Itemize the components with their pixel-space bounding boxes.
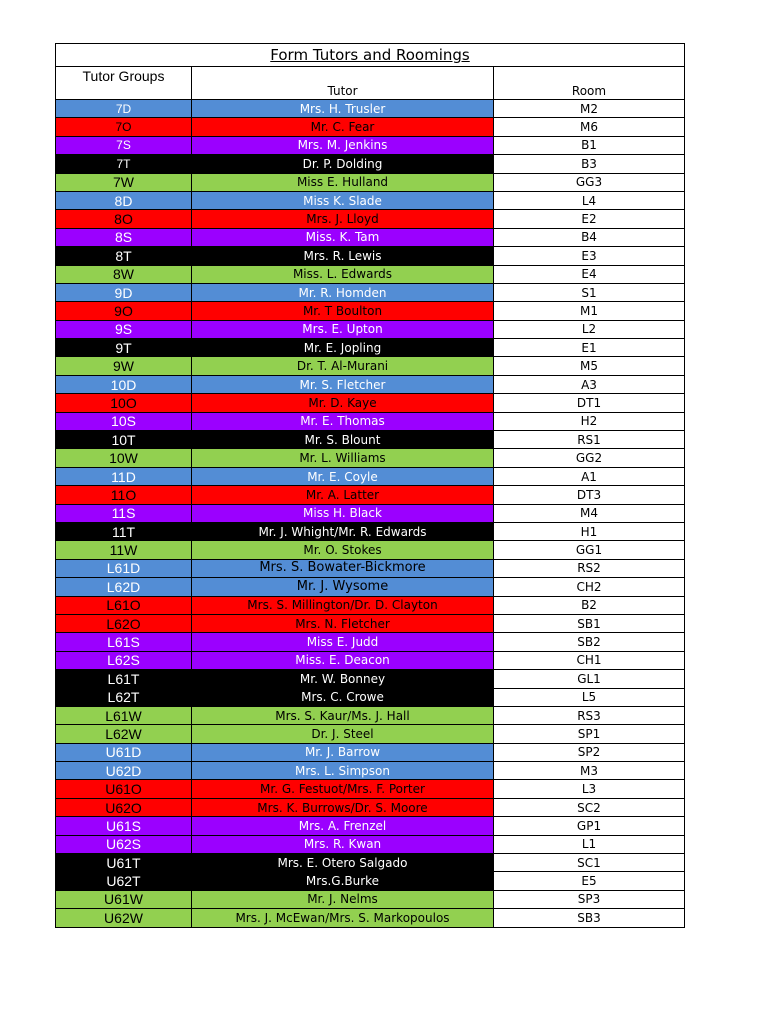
tutor-cell: Mrs. S. Bowater-Bickmore xyxy=(192,559,494,577)
tutor-header: Tutor xyxy=(192,67,494,100)
room-cell: A3 xyxy=(494,375,685,393)
room-cell: L5 xyxy=(494,688,685,706)
room-cell: M2 xyxy=(494,100,685,118)
table-row xyxy=(56,100,685,118)
table-row xyxy=(56,559,685,577)
table-row xyxy=(56,357,685,375)
tutor-cell: Mrs. N. Fletcher xyxy=(192,614,494,632)
room-cell: DT3 xyxy=(494,486,685,504)
room-cell: CH1 xyxy=(494,651,685,669)
room-cell: E1 xyxy=(494,339,685,357)
tutor-group-cell: U62W xyxy=(56,909,192,927)
tutor-group-cell: 10T xyxy=(56,431,192,449)
room-cell: SP2 xyxy=(494,743,685,761)
table-row xyxy=(56,817,685,835)
room-cell: SC1 xyxy=(494,854,685,872)
tutor-cell: Mr. T Boulton xyxy=(192,302,494,320)
tutor-groups-header: Tutor Groups xyxy=(56,67,192,100)
tutor-group-cell: 9T xyxy=(56,339,192,357)
tutor-cell: Mrs. C. Crowe xyxy=(192,688,494,706)
tutor-cell: Miss. E. Deacon xyxy=(192,651,494,669)
tutor-cell: Mr. O. Stokes xyxy=(192,541,494,559)
tutor-cell: Mr. J. Wysome xyxy=(192,578,494,596)
room-cell: DT1 xyxy=(494,394,685,412)
tutor-cell: Miss H. Black xyxy=(192,504,494,522)
table-row xyxy=(56,265,685,283)
tutor-group-cell: L62W xyxy=(56,725,192,743)
tutor-cell: Mrs. S. Kaur/Ms. J. Hall xyxy=(192,706,494,724)
room-cell: SB3 xyxy=(494,909,685,927)
room-cell: RS3 xyxy=(494,706,685,724)
tutor-group-cell: L61T xyxy=(56,670,192,688)
tutor-group-cell: L62D xyxy=(56,578,192,596)
tutor-cell: Mr. L. Williams xyxy=(192,449,494,467)
room-cell: M1 xyxy=(494,302,685,320)
tutor-cell: Mr. W. Bonney xyxy=(192,670,494,688)
table-row xyxy=(56,706,685,724)
tutor-cell: Dr. T. Al-Murani xyxy=(192,357,494,375)
tutor-group-cell: 8W xyxy=(56,265,192,283)
tutor-group-cell: 8O xyxy=(56,210,192,228)
room-cell: CH2 xyxy=(494,578,685,596)
header-row xyxy=(56,67,685,100)
table-row xyxy=(56,890,685,908)
tutor-cell: Mrs. J. Lloyd xyxy=(192,210,494,228)
table-row xyxy=(56,651,685,669)
table-row xyxy=(56,136,685,154)
table-title: Form Tutors and Roomings xyxy=(56,44,685,67)
table-row xyxy=(56,302,685,320)
tutor-cell: Mr. D. Kaye xyxy=(192,394,494,412)
table-row xyxy=(56,798,685,816)
tutor-group-cell: 8D xyxy=(56,191,192,209)
table-row xyxy=(56,835,685,853)
room-cell: H2 xyxy=(494,412,685,430)
tutor-cell: Mr. J. Nelms xyxy=(192,890,494,908)
tutor-cell: Mrs. K. Burrows/Dr. S. Moore xyxy=(192,798,494,816)
table-row xyxy=(56,412,685,430)
room-cell: SP1 xyxy=(494,725,685,743)
tutor-group-cell: 7D xyxy=(56,100,192,118)
table-row xyxy=(56,541,685,559)
table-row xyxy=(56,596,685,614)
tutor-cell: Mr. E. Thomas xyxy=(192,412,494,430)
table-row xyxy=(56,780,685,798)
table-row xyxy=(56,210,685,228)
table-row xyxy=(56,670,685,688)
room-cell: SC2 xyxy=(494,798,685,816)
tutor-group-cell: L61O xyxy=(56,596,192,614)
tutor-cell: Miss E. Hulland xyxy=(192,173,494,191)
room-cell: SB2 xyxy=(494,633,685,651)
table-row xyxy=(56,578,685,596)
tutor-cell: Mr. J. Barrow xyxy=(192,743,494,761)
form-tutors-table xyxy=(55,43,685,928)
tutor-group-cell: 9O xyxy=(56,302,192,320)
tutor-group-cell: U62T xyxy=(56,872,192,890)
table-row xyxy=(56,522,685,540)
table-row xyxy=(56,283,685,301)
tutor-cell: Mrs. E. Upton xyxy=(192,320,494,338)
room-cell: L4 xyxy=(494,191,685,209)
tutor-group-cell: U61O xyxy=(56,780,192,798)
tutor-group-cell: 8S xyxy=(56,228,192,246)
room-cell: B3 xyxy=(494,155,685,173)
table-row xyxy=(56,909,685,927)
table-row xyxy=(56,486,685,504)
tutor-cell: Mr. R. Homden xyxy=(192,283,494,301)
table-row xyxy=(56,431,685,449)
tutor-group-cell: L61D xyxy=(56,559,192,577)
tutor-cell: Mrs. R. Kwan xyxy=(192,835,494,853)
tutor-group-cell: 9W xyxy=(56,357,192,375)
tutor-cell: Miss. L. Edwards xyxy=(192,265,494,283)
room-cell: L2 xyxy=(494,320,685,338)
table-row xyxy=(56,633,685,651)
tutor-cell: Miss E. Judd xyxy=(192,633,494,651)
room-cell: B4 xyxy=(494,228,685,246)
tutor-group-cell: L61W xyxy=(56,706,192,724)
tutor-group-cell: U61D xyxy=(56,743,192,761)
tutor-cell: Mrs. A. Frenzel xyxy=(192,817,494,835)
tutor-cell: Mr. E. Coyle xyxy=(192,467,494,485)
table-row xyxy=(56,228,685,246)
table-row xyxy=(56,320,685,338)
room-cell: E5 xyxy=(494,872,685,890)
tutor-cell: Mrs. H. Trusler xyxy=(192,100,494,118)
room-header: Room xyxy=(494,67,685,100)
tutor-cell: Miss. K. Tam xyxy=(192,228,494,246)
table-row xyxy=(56,504,685,522)
tutor-group-cell: L62T xyxy=(56,688,192,706)
room-cell: L1 xyxy=(494,835,685,853)
table-row xyxy=(56,614,685,632)
tutor-cell: Mr. A. Latter xyxy=(192,486,494,504)
room-cell: GG3 xyxy=(494,173,685,191)
room-cell: GG1 xyxy=(494,541,685,559)
table-row xyxy=(56,173,685,191)
tutor-cell: Mrs. R. Lewis xyxy=(192,247,494,265)
room-cell: E3 xyxy=(494,247,685,265)
room-cell: GP1 xyxy=(494,817,685,835)
room-cell: B1 xyxy=(494,136,685,154)
room-cell: L3 xyxy=(494,780,685,798)
room-cell: B2 xyxy=(494,596,685,614)
tutor-group-cell: 11O xyxy=(56,486,192,504)
table-row xyxy=(56,191,685,209)
tutor-cell: Mr. S. Fletcher xyxy=(192,375,494,393)
tutor-group-cell: L62S xyxy=(56,651,192,669)
tutor-group-cell: 11W xyxy=(56,541,192,559)
table-row xyxy=(56,688,685,706)
room-cell: SB1 xyxy=(494,614,685,632)
room-cell: GG2 xyxy=(494,449,685,467)
tutor-group-cell: 11D xyxy=(56,467,192,485)
tutor-group-cell: 10S xyxy=(56,412,192,430)
tutor-cell: Mrs. E. Otero Salgado xyxy=(192,854,494,872)
room-cell: GL1 xyxy=(494,670,685,688)
tutor-group-cell: U62D xyxy=(56,762,192,780)
tutor-group-cell: 10D xyxy=(56,375,192,393)
tutor-group-cell: 7O xyxy=(56,118,192,136)
tutor-group-cell: L61S xyxy=(56,633,192,651)
tutor-cell: Mr. G. Festuot/Mrs. F. Porter xyxy=(192,780,494,798)
tutor-group-cell: 7W xyxy=(56,173,192,191)
table-row xyxy=(56,247,685,265)
tutor-cell: Miss K. Slade xyxy=(192,191,494,209)
tutor-group-cell: 11S xyxy=(56,504,192,522)
room-cell: H1 xyxy=(494,522,685,540)
tutor-cell: Mr. J. Whight/Mr. R. Edwards xyxy=(192,522,494,540)
tutor-group-cell: U61S xyxy=(56,817,192,835)
room-cell: SP3 xyxy=(494,890,685,908)
room-cell: RS2 xyxy=(494,559,685,577)
room-cell: M5 xyxy=(494,357,685,375)
room-cell: E2 xyxy=(494,210,685,228)
tutor-group-cell: 9S xyxy=(56,320,192,338)
tutor-group-cell: 10O xyxy=(56,394,192,412)
table-row xyxy=(56,449,685,467)
tutor-cell: Mr. C. Fear xyxy=(192,118,494,136)
table-row xyxy=(56,339,685,357)
room-cell: M3 xyxy=(494,762,685,780)
tutor-cell: Mr. E. Jopling xyxy=(192,339,494,357)
tutor-group-cell: 11T xyxy=(56,522,192,540)
room-cell: M6 xyxy=(494,118,685,136)
tutor-cell: Mrs. S. Millington/Dr. D. Clayton xyxy=(192,596,494,614)
table-row xyxy=(56,375,685,393)
tutor-group-cell: L62O xyxy=(56,614,192,632)
tutor-group-cell: U61T xyxy=(56,854,192,872)
tutor-group-cell: U62O xyxy=(56,798,192,816)
tutor-cell: Dr. J. Steel xyxy=(192,725,494,743)
tutor-group-cell: U61W xyxy=(56,890,192,908)
table-row xyxy=(56,872,685,890)
table-row xyxy=(56,725,685,743)
room-cell: A1 xyxy=(494,467,685,485)
tutor-cell: Mrs. M. Jenkins xyxy=(192,136,494,154)
tutor-group-cell: 8T xyxy=(56,247,192,265)
tutor-group-cell: 7S xyxy=(56,136,192,154)
tutor-group-cell: 7T xyxy=(56,155,192,173)
room-cell: RS1 xyxy=(494,431,685,449)
table-row xyxy=(56,118,685,136)
tutor-cell: Mrs. J. McEwan/Mrs. S. Markopoulos xyxy=(192,909,494,927)
table-row xyxy=(56,762,685,780)
table-row xyxy=(56,743,685,761)
table-row xyxy=(56,467,685,485)
tutor-cell: Mr. S. Blount xyxy=(192,431,494,449)
table-row xyxy=(56,854,685,872)
table-row xyxy=(56,155,685,173)
tutor-cell: Mrs. L. Simpson xyxy=(192,762,494,780)
tutor-cell: Mrs.G.Burke xyxy=(192,872,494,890)
tutor-group-cell: 9D xyxy=(56,283,192,301)
room-cell: S1 xyxy=(494,283,685,301)
tutor-group-cell: U62S xyxy=(56,835,192,853)
tutor-cell: Dr. P. Dolding xyxy=(192,155,494,173)
table-row xyxy=(56,394,685,412)
room-cell: E4 xyxy=(494,265,685,283)
room-cell: M4 xyxy=(494,504,685,522)
tutor-group-cell: 10W xyxy=(56,449,192,467)
